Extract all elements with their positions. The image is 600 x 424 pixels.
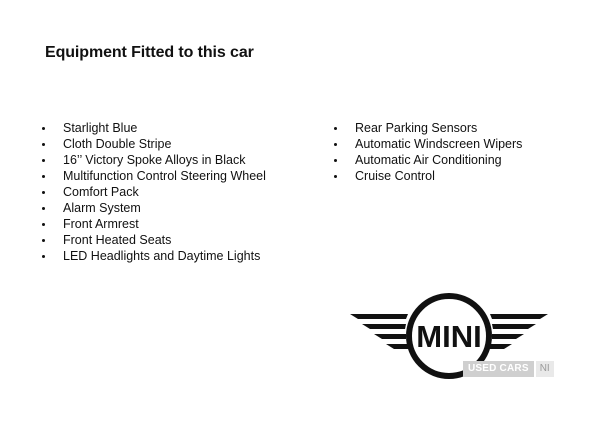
bullet-icon [42,191,45,194]
bullet-icon [42,143,45,146]
list-item-label: Cloth Double Stripe [63,137,172,151]
list-item-label: 16’’ Victory Spoke Alloys in Black [63,153,246,167]
bullet-icon [334,159,337,162]
list-item-label: Front Armrest [63,217,139,231]
bullet-icon [42,127,45,130]
bullet-icon [334,175,337,178]
bullet-icon [334,127,337,130]
badge-used-cars-label: USED CARS [463,361,534,377]
equipment-list-right [334,120,574,184]
bullet-icon [334,143,337,146]
list-item-label: Rear Parking Sensors [355,121,478,135]
list-item-label: Multifunction Control Steering Wheel [63,169,266,183]
list-item [334,136,574,152]
bullet-icon [42,207,45,210]
list-item-label: Comfort Pack [63,185,139,199]
bullet-icon [42,255,45,258]
used-cars-badge [463,361,554,377]
list-item [42,120,322,136]
list-item [42,152,322,168]
list-item-label: Front Heated Seats [63,233,172,247]
list-item [334,120,574,136]
bullet-icon [42,223,45,226]
list-item [334,168,574,184]
bullet-icon [42,239,45,242]
list-item-label: Cruise Control [355,169,435,183]
list-item [42,232,322,248]
list-item-label: Alarm System [63,201,141,215]
list-item [334,152,574,168]
bullet-icon [42,175,45,178]
bullet-icon [42,159,45,162]
list-item [42,136,322,152]
list-item [42,184,322,200]
equipment-list-left [42,120,322,264]
list-item-label: LED Headlights and Daytime Lights [63,249,261,263]
badge-region-label: NI [536,361,554,377]
list-item [42,200,322,216]
list-item [42,248,322,264]
list-item [42,168,322,184]
list-item-label: Starlight Blue [63,121,138,135]
page-title: Equipment Fitted to this car [45,44,254,61]
list-item-label: Automatic Air Conditioning [355,153,502,167]
brand-wordmark: MINI [416,319,482,354]
list-item-label: Automatic Windscreen Wipers [355,137,523,151]
list-item [42,216,322,232]
